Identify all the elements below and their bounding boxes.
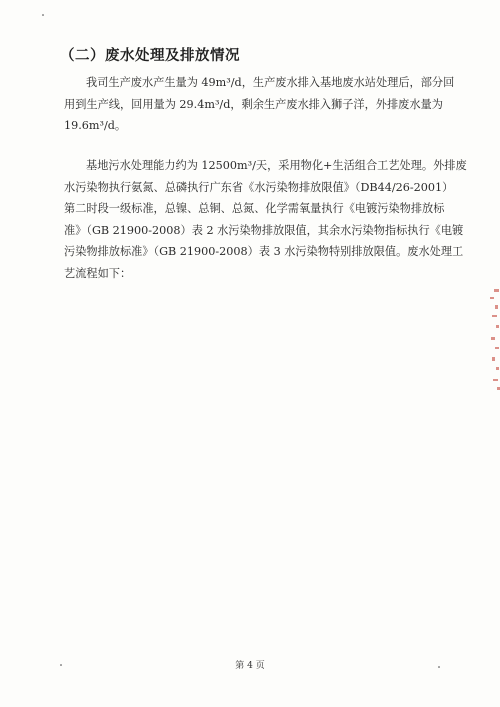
stamp-fragment bbox=[495, 305, 498, 309]
stamp-fragment bbox=[496, 325, 499, 328]
paragraph-line: 19.6m³/d。 bbox=[64, 119, 127, 132]
paragraph-line: 用到生产线，回用量为 29.4m³/d，剩余生产废水排入狮子洋，外排废水量为 bbox=[64, 97, 443, 111]
stamp-fragment bbox=[493, 379, 498, 381]
stamp-fragment bbox=[496, 367, 499, 370]
paragraph-line: 污染物排放标准》（GB 21900-2008）表 3 水污染物特别排放限值。废水处理工 bbox=[64, 245, 464, 258]
paragraph-line: 艺流程如下： bbox=[64, 266, 132, 280]
stamp-fragment bbox=[492, 315, 497, 317]
stamp-fragment bbox=[490, 297, 494, 299]
scan-speck bbox=[42, 14, 44, 16]
paragraph-line: 水污染物执行氨氮、总磷执行广东省《水污染物排放限值》（DB44/26-2001） bbox=[64, 180, 454, 194]
stamp-fragment bbox=[492, 357, 495, 361]
section-title: （二）废水处理及排放情况 bbox=[60, 48, 240, 64]
seal-stamp-edge bbox=[486, 285, 500, 395]
stamp-fragment bbox=[491, 337, 495, 340]
page-number: 第 4 页 bbox=[235, 661, 265, 671]
stamp-fragment bbox=[494, 289, 499, 292]
paragraph-line: 第二时段一级标准，总镍、总铜、总氮、化学需氧量执行《电镀污染物排放标 bbox=[64, 202, 445, 215]
stamp-fragment bbox=[495, 347, 499, 349]
paragraph-line: 我司生产废水产生量为 49m³/d，生产废水排入基地废水站处理后，部分回 bbox=[86, 76, 455, 89]
paragraph-treatment-standards bbox=[64, 155, 467, 284]
paragraph-line: 准》（GB 21900-2008）表 2 水污染物排放限值，其余水污染物指标执行《电镀 bbox=[64, 223, 464, 237]
paragraph-line: 基地污水处理能力约为 12500m³/天，采用物化+生活组合工艺处理。外排废 bbox=[86, 159, 467, 172]
paragraph-wastewater-volume bbox=[64, 72, 455, 137]
